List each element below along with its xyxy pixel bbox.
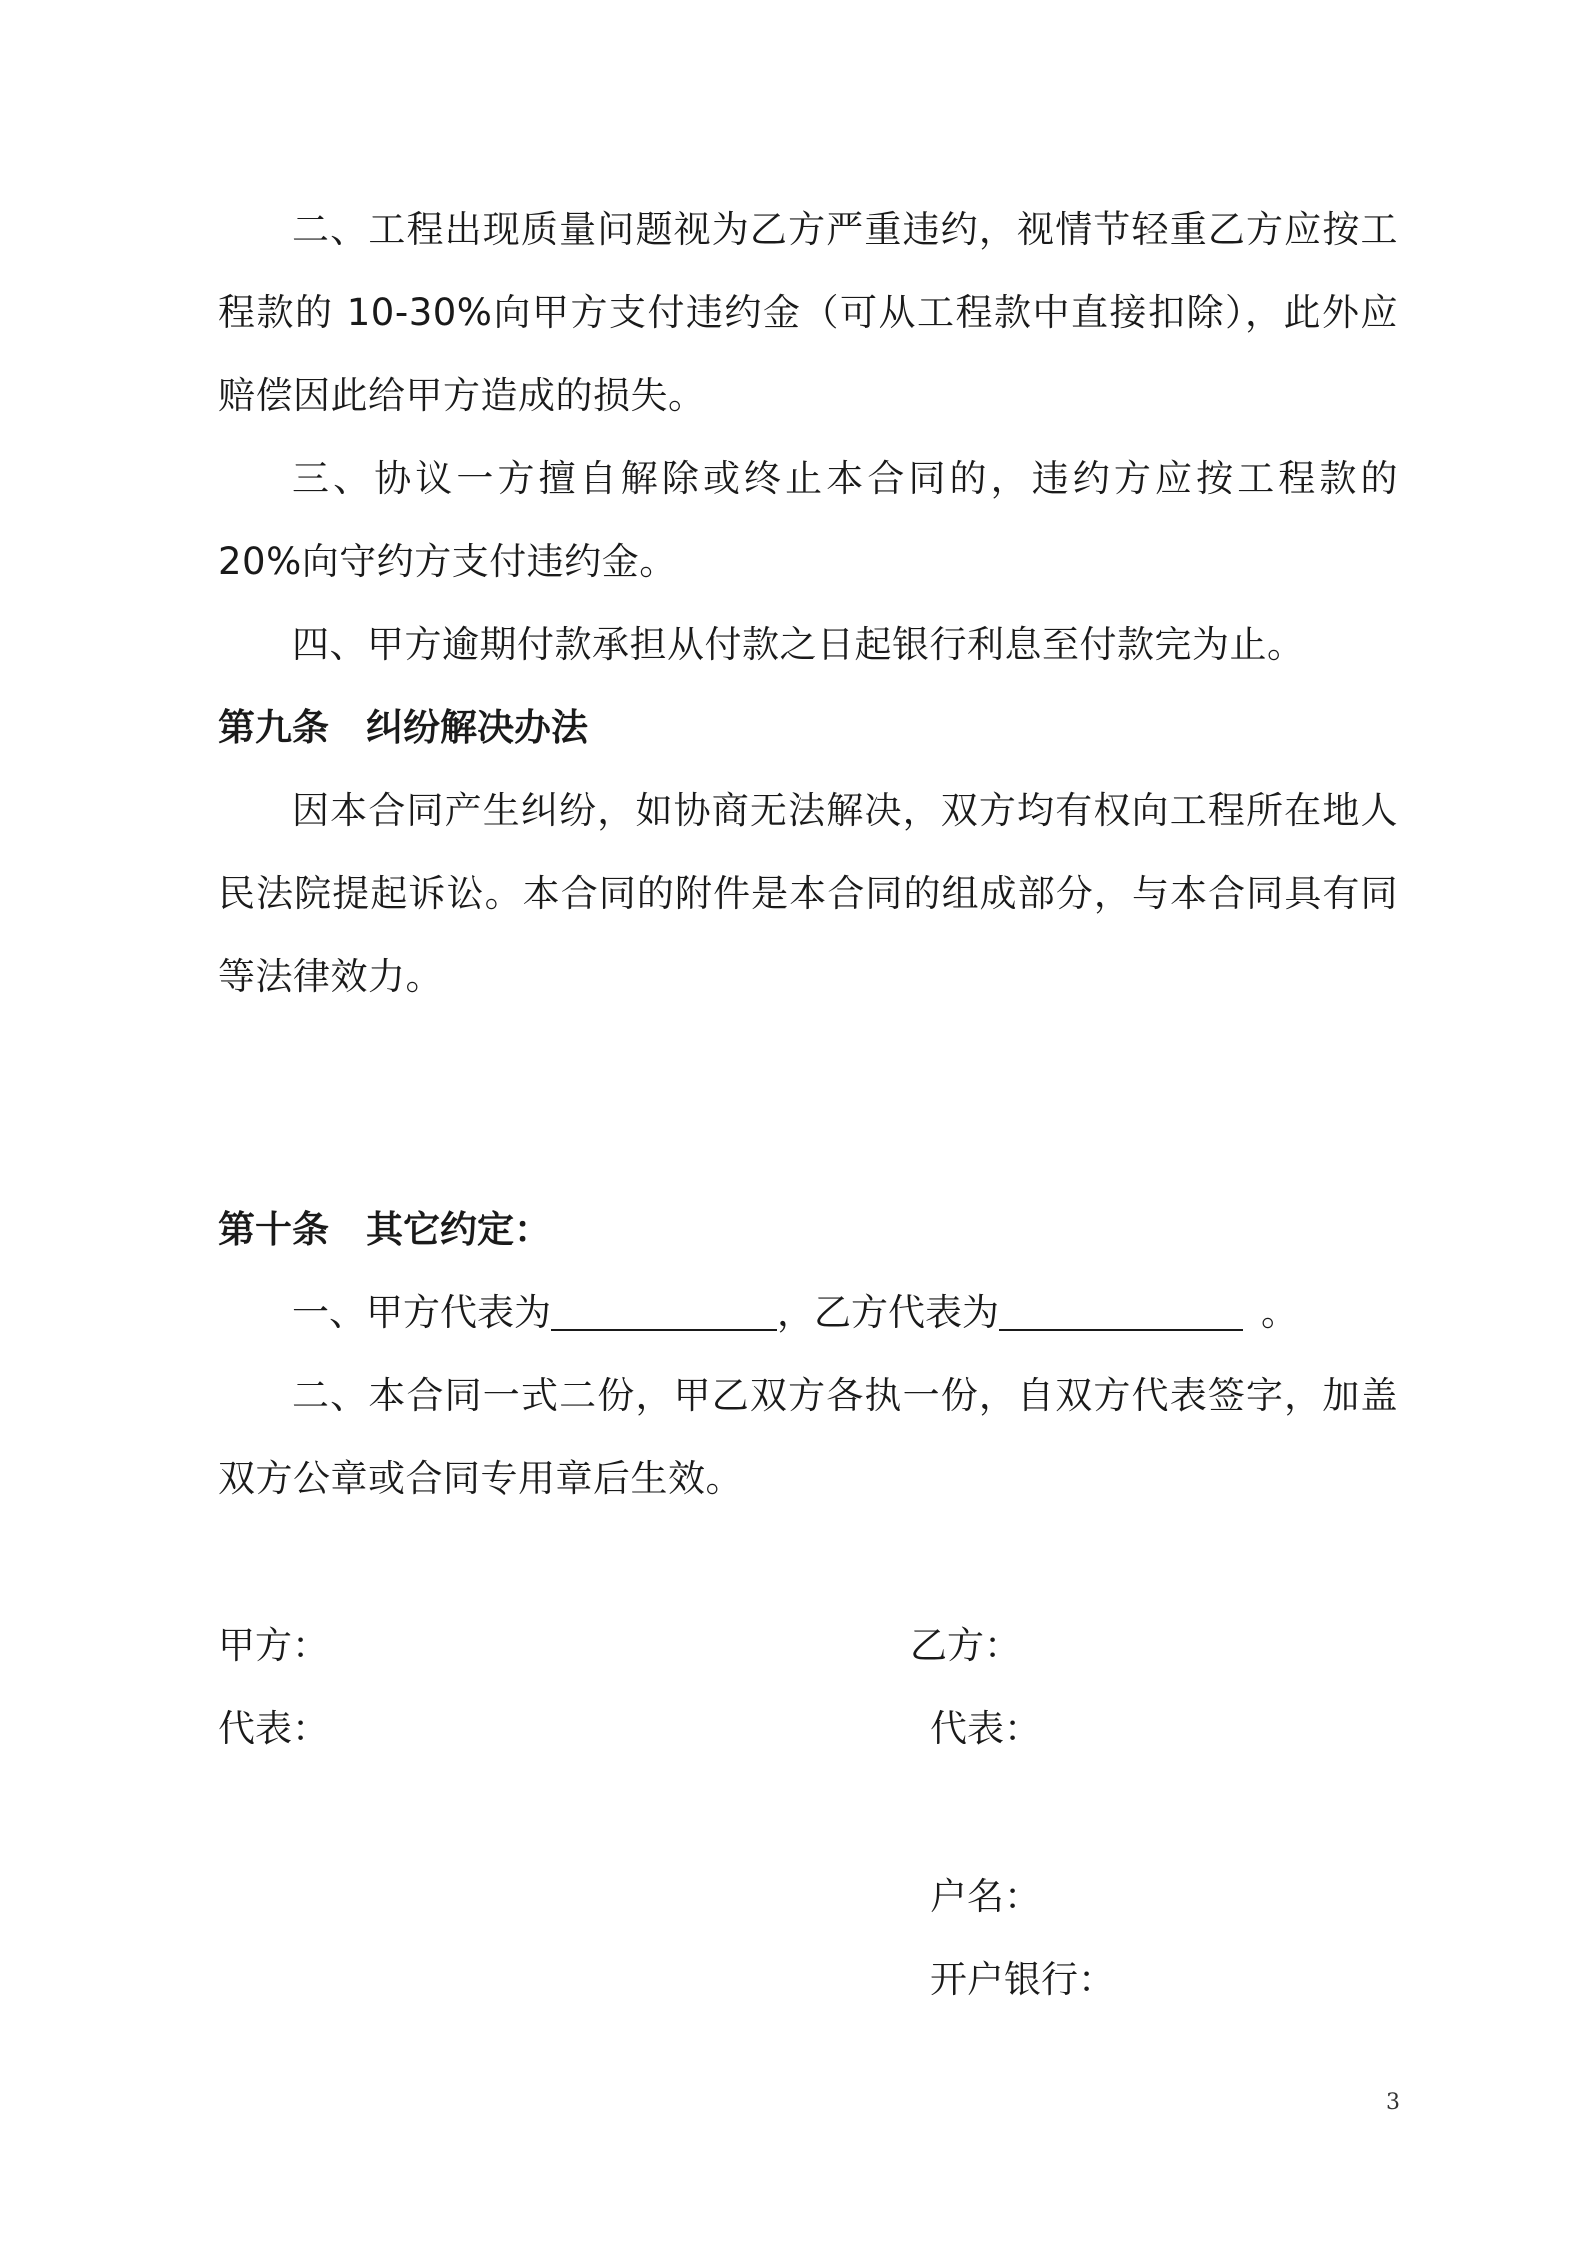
clause-paragraph-4: 四、甲方逾期付款承担从付款之日起银行利息至付款完为止。 xyxy=(292,623,1305,666)
party-a-rep-prefix: 一、甲方代表为 xyxy=(292,1291,551,1334)
party-a-rep-blank-field[interactable] xyxy=(551,1285,777,1331)
bank-name-label: 开户银行： xyxy=(930,1958,1115,2001)
clause-paragraph-2: 二、工程出现质量问题视为乙方严重违约，视情节轻重乙方应按工程款的 10-30%向甲方支付违约金（可从工程款中直接扣除），此外应赔偿因此给甲方造成的损失。 xyxy=(218,208,1398,417)
party-b-label: 乙方： xyxy=(910,1624,1021,1667)
article-9-body: 因本合同产生纠纷，如协商无法解决，双方均有权向工程所在地人民法院提起诉讼。本合同的附件是本合同的组成部分，与本合同具有同等法律效力。 xyxy=(218,789,1398,998)
party-a-label: 甲方： xyxy=(218,1624,329,1667)
article-10-item-2: 二、本合同一式二份，甲乙双方各执一份，自双方代表签字，加盖双方公章或合同专用章后生效。 xyxy=(218,1374,1398,1500)
article-10-item-1 xyxy=(218,1271,1398,1354)
article-10-heading: 第十条 其它约定： xyxy=(218,1208,551,1251)
page-number: 3 xyxy=(1386,2090,1400,2115)
party-b-representative-label: 代表： xyxy=(930,1707,1041,1750)
account-name-label: 户名： xyxy=(930,1875,1041,1918)
party-a-representative-label: 代表： xyxy=(218,1707,329,1750)
clause-paragraph-3: 三、协议一方擅自解除或终止本合同的，违约方应按工程款的 20%向守约方支付违约金。 xyxy=(218,457,1398,583)
party-b-rep-prefix: ，乙方代表为 xyxy=(777,1291,999,1334)
item-1-end-punctuation: 。 xyxy=(1261,1291,1298,1334)
article-9-heading: 第九条 纠纷解决办法 xyxy=(218,706,588,749)
party-b-rep-blank-field[interactable] xyxy=(999,1285,1243,1331)
